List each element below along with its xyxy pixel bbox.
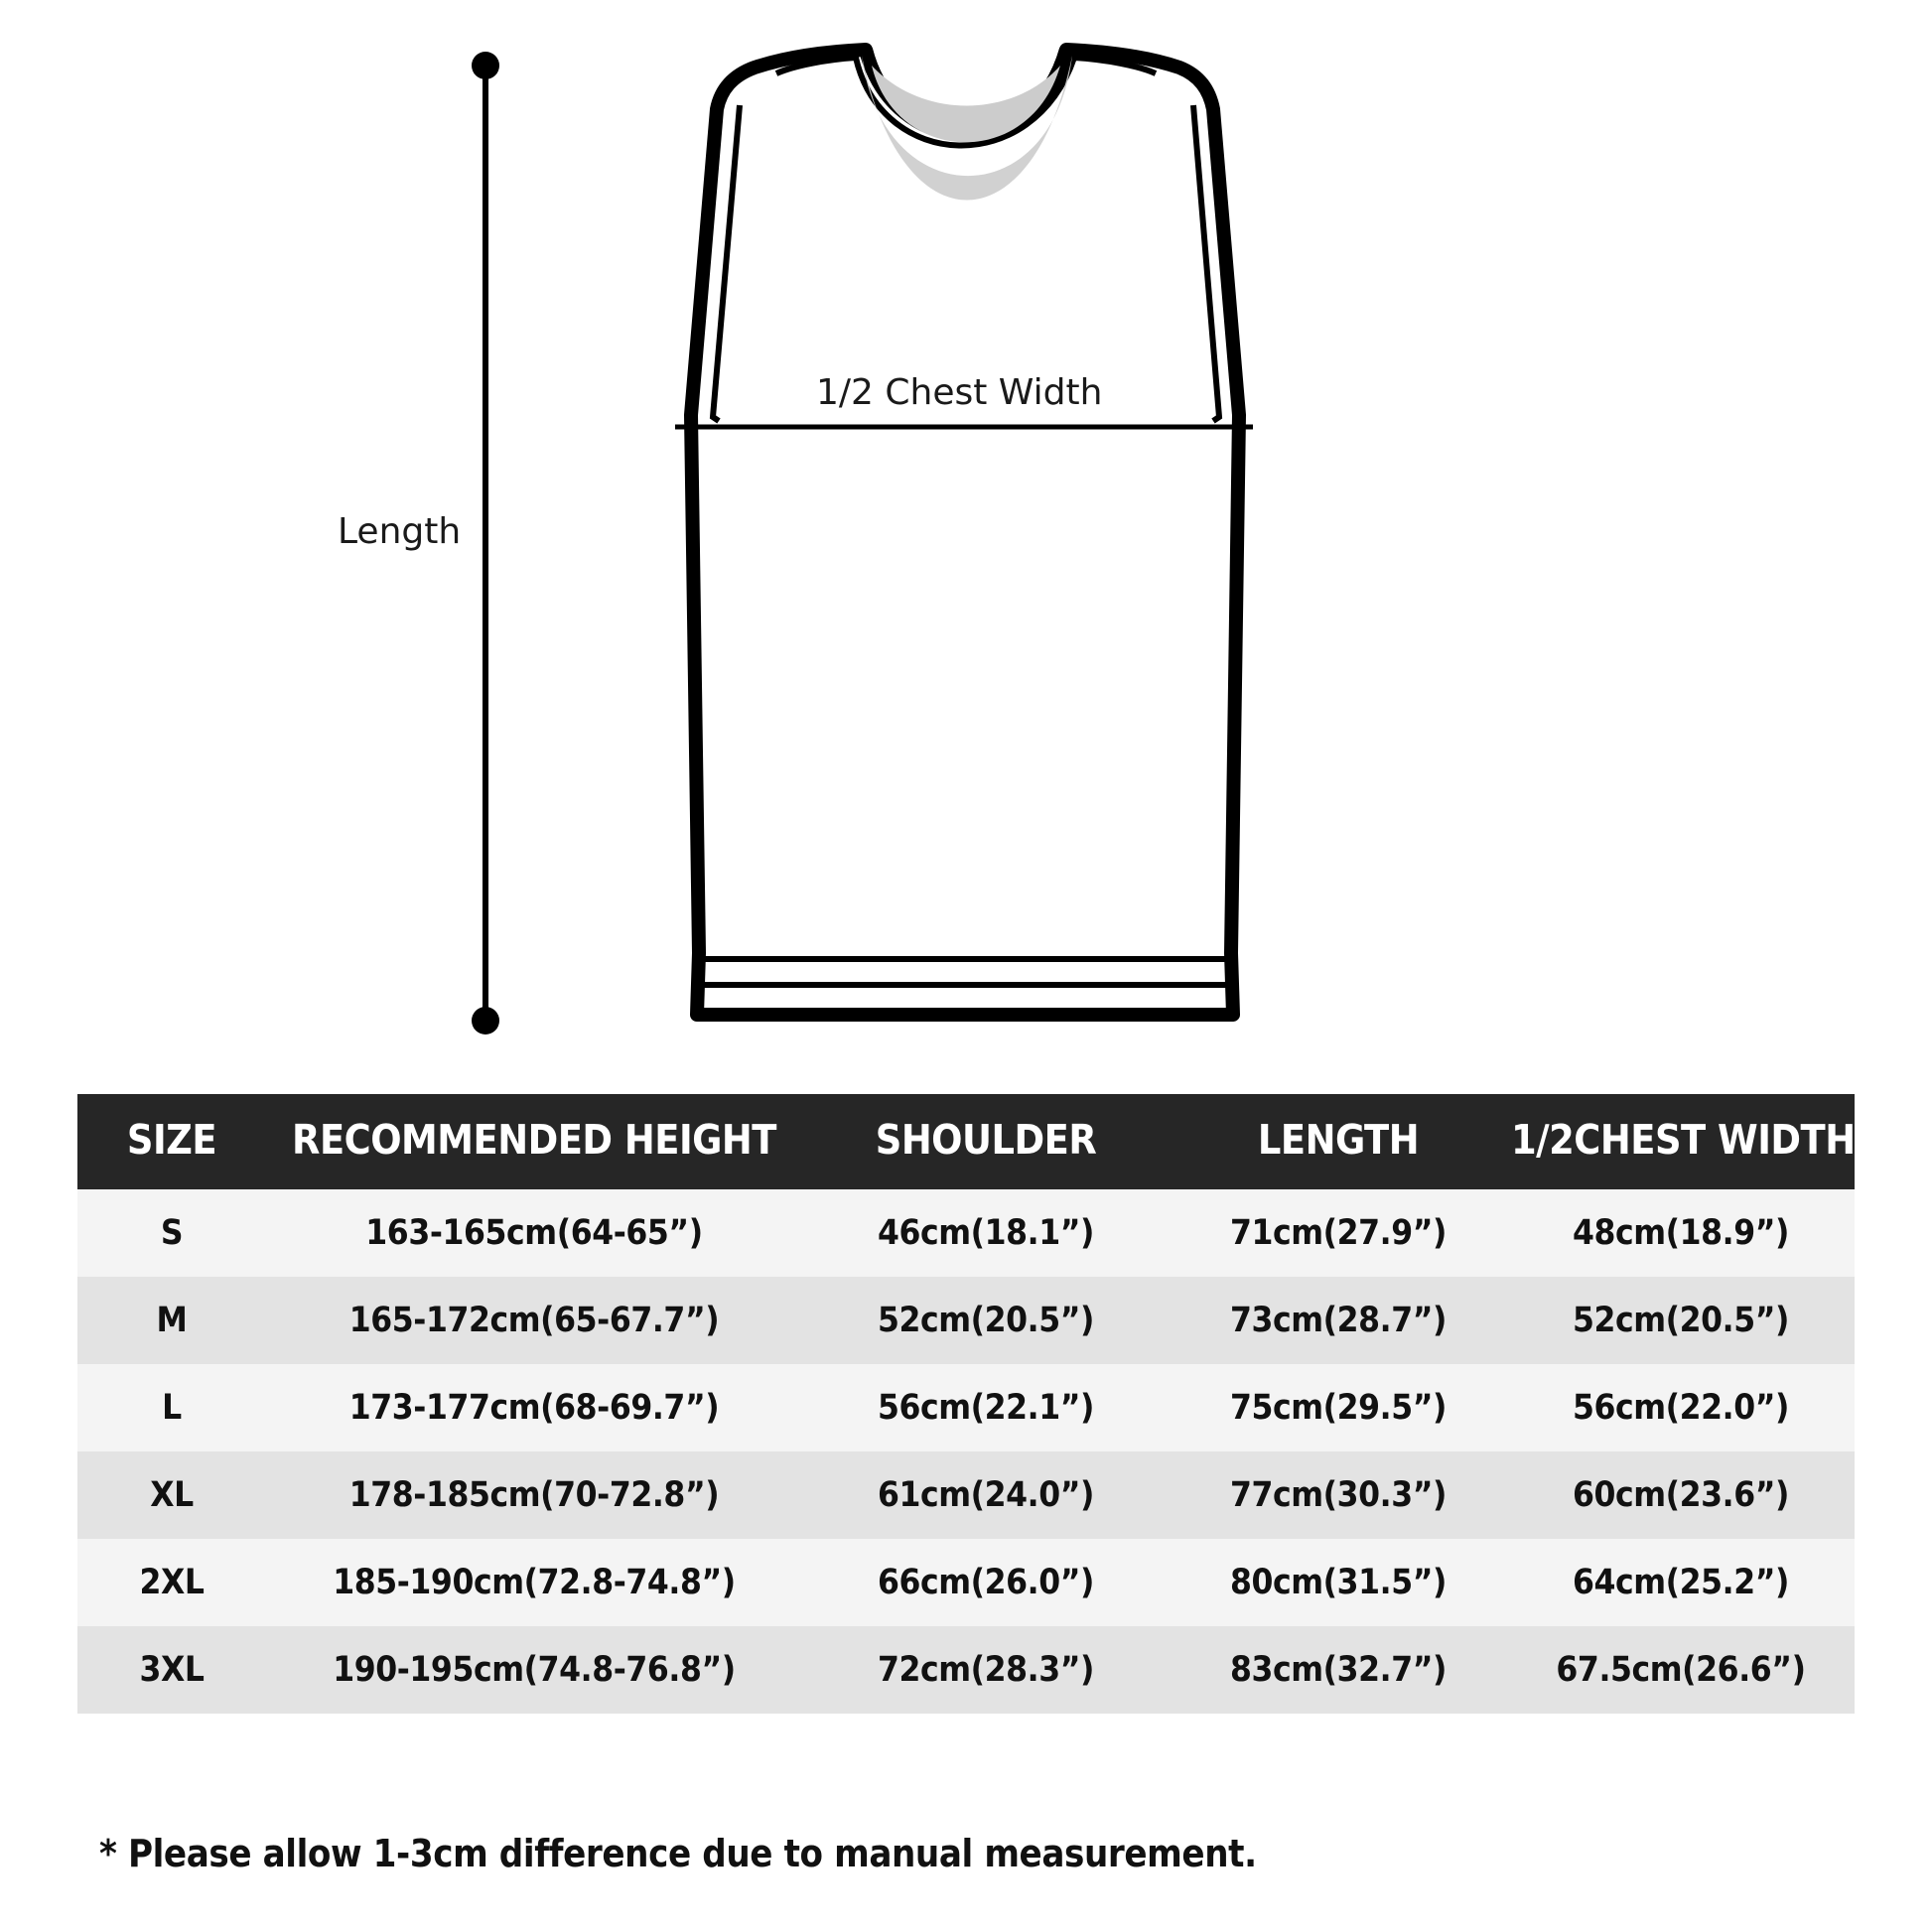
cell-chest: 60cm(23.6”)	[1507, 1451, 1855, 1539]
cell-length: 75cm(29.5”)	[1170, 1364, 1507, 1451]
cell-shoulder: 52cm(20.5”)	[802, 1277, 1170, 1364]
cell-height: 165-172cm(65-67.7”)	[266, 1277, 802, 1364]
cell-length: 83cm(32.7”)	[1170, 1626, 1507, 1714]
header-size: SIZE	[77, 1094, 266, 1189]
cell-size: L	[77, 1364, 266, 1451]
cell-chest: 56cm(22.0”)	[1507, 1364, 1855, 1451]
cell-chest: 67.5cm(26.6”)	[1507, 1626, 1855, 1714]
measurement-footnote: * Please allow 1-3cm difference due to manual measurement.	[99, 1832, 1257, 1875]
table-row	[77, 1451, 1855, 1539]
cell-chest: 64cm(25.2”)	[1507, 1539, 1855, 1626]
cell-length: 71cm(27.9”)	[1170, 1189, 1507, 1277]
cell-shoulder: 72cm(28.3”)	[802, 1626, 1170, 1714]
cell-height: 185-190cm(72.8-74.8”)	[266, 1539, 802, 1626]
cell-length: 80cm(31.5”)	[1170, 1539, 1507, 1626]
cell-size: M	[77, 1277, 266, 1364]
table-header-row	[77, 1094, 1855, 1189]
cell-shoulder: 46cm(18.1”)	[802, 1189, 1170, 1277]
cell-size: 2XL	[77, 1539, 266, 1626]
header-recommended-height: RECOMMENDED HEIGHT	[266, 1094, 802, 1189]
table-row	[77, 1189, 1855, 1277]
cell-shoulder: 66cm(26.0”)	[802, 1539, 1170, 1626]
size-table-container	[77, 1094, 1855, 1714]
cell-size: 3XL	[77, 1626, 266, 1714]
cell-chest: 52cm(20.5”)	[1507, 1277, 1855, 1364]
table-row	[77, 1539, 1855, 1626]
cell-length: 73cm(28.7”)	[1170, 1277, 1507, 1364]
cell-height: 173-177cm(68-69.7”)	[266, 1364, 802, 1451]
length-label: Length	[338, 511, 462, 552]
chest-width-label: 1/2 Chest Width	[816, 372, 1103, 413]
header-chest-width: 1/2CHEST WIDTH	[1507, 1094, 1855, 1189]
table-row	[77, 1277, 1855, 1364]
length-measure-arrow	[472, 52, 499, 1035]
table-row	[77, 1626, 1855, 1714]
cell-size: XL	[77, 1451, 266, 1539]
cell-shoulder: 61cm(24.0”)	[802, 1451, 1170, 1539]
cell-size: S	[77, 1189, 266, 1277]
cell-chest: 48cm(18.9”)	[1507, 1189, 1855, 1277]
cell-length: 77cm(30.3”)	[1170, 1451, 1507, 1539]
cell-height: 190-195cm(74.8-76.8”)	[266, 1626, 802, 1714]
tank-top-body	[675, 50, 1253, 1015]
cell-shoulder: 56cm(22.1”)	[802, 1364, 1170, 1451]
table-row	[77, 1364, 1855, 1451]
header-shoulder: SHOULDER	[802, 1094, 1170, 1189]
cell-height: 178-185cm(70-72.8”)	[266, 1451, 802, 1539]
cell-height: 163-165cm(64-65”)	[266, 1189, 802, 1277]
header-length: LENGTH	[1170, 1094, 1507, 1189]
size-table	[77, 1094, 1855, 1714]
